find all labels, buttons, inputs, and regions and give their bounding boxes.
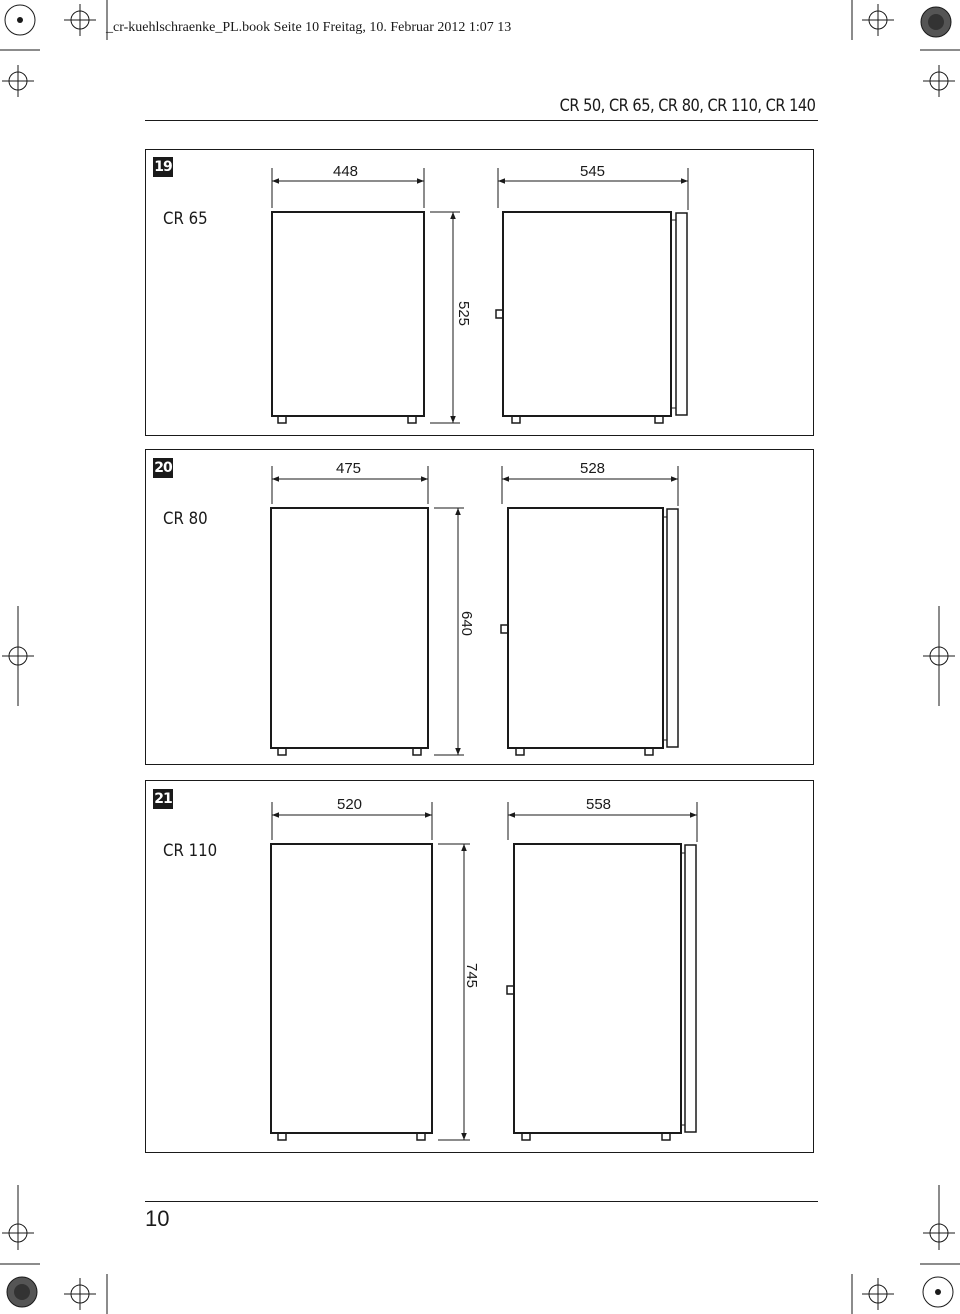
depth-dimension: 528: [580, 460, 606, 477]
figure-number: 20: [154, 460, 172, 476]
print-slug: _cr-kuehlschraenke_PL.book Seite 10 Freitag, 10. Februar 2012 1:07 13: [106, 20, 512, 35]
depth-dimension: 545: [580, 163, 606, 180]
model-label: CR 80: [163, 509, 208, 529]
footer-rule: [145, 1201, 818, 1202]
width-dimension: 520: [337, 796, 363, 813]
height-dimension: 745: [463, 962, 481, 989]
figure-number: 21: [154, 791, 172, 807]
model-label: CR 65: [163, 209, 208, 229]
width-dimension: 448: [333, 163, 359, 180]
height-dimension: 640: [458, 610, 476, 637]
page-number: 10: [145, 1206, 170, 1231]
depth-dimension: 558: [586, 796, 612, 813]
front-view-cabinet: [271, 466, 464, 755]
front-view-cabinet: [272, 168, 460, 423]
side-view-cabinet: [496, 168, 688, 423]
front-view-cabinet: [271, 802, 470, 1140]
model-label: CR 110: [163, 841, 218, 861]
page-header: CR 50, CR 65, CR 80, CR 110, CR 140: [559, 96, 815, 116]
width-dimension: 475: [336, 460, 362, 477]
side-view-cabinet: [501, 466, 678, 755]
side-view-cabinet: [507, 802, 697, 1140]
figure-number: 19: [154, 159, 172, 175]
height-dimension: 525: [455, 300, 473, 327]
